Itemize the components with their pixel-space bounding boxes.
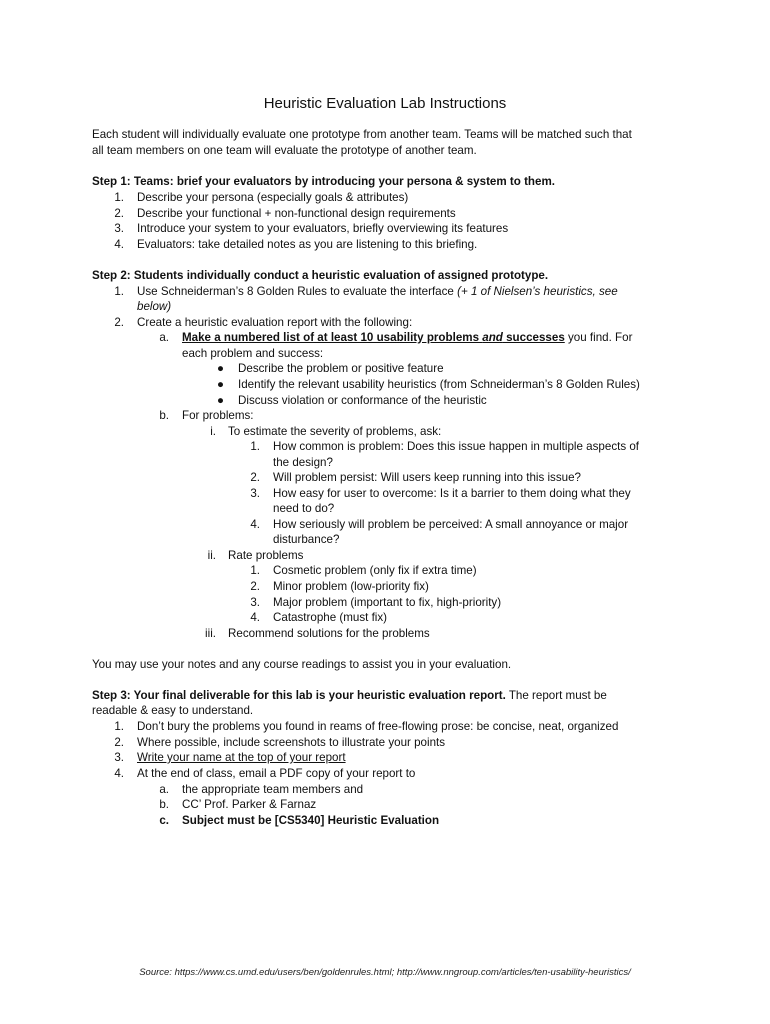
list-marker: 3. xyxy=(250,596,260,609)
question-text: How easy for user to overcome: Is it a barrier to them doing what they xyxy=(273,487,631,500)
question-text: Will problem persist: Will users keep running into this issue? xyxy=(273,471,581,484)
notes-paragraph: You may use your notes and any course readings to assist you in your evaluation. xyxy=(92,658,512,671)
list-marker: b. xyxy=(159,409,169,422)
list-marker: 4. xyxy=(114,238,124,251)
list-marker: i. xyxy=(210,425,216,438)
list-item-text: Use Schneiderman’s 8 Golden Rules to evaluate the interface xyxy=(137,285,458,298)
list-item-text: Don’t bury the problems you found in reams of free-flowing prose: be concise, neat, organized xyxy=(137,720,619,733)
step3-heading-cont: readable & easy to understand. xyxy=(92,704,254,717)
list-item-text: Describe your functional + non-functional design requirements xyxy=(137,207,456,220)
list-item-text: Create a heuristic evaluation report with the following: xyxy=(137,316,413,329)
page-title: Heuristic Evaluation Lab Instructions xyxy=(263,95,507,112)
question-text: How common is problem: Does this issue happen in multiple aspects of xyxy=(273,440,640,453)
list-marker: a. xyxy=(159,331,169,344)
step3-heading: Step 3: Your final deliverable for this lab is your heuristic evaluation report. xyxy=(92,689,506,702)
list-marker: b. xyxy=(159,798,169,811)
list-marker: 3. xyxy=(114,222,124,235)
roman-item-text: Rate problems xyxy=(228,549,304,562)
list-marker: 2. xyxy=(114,207,124,220)
list-item-text: Evaluators: take detailed notes as you are listening to this briefing. xyxy=(137,238,478,251)
list-marker: 2. xyxy=(250,471,260,484)
step3-heading-line xyxy=(92,688,692,704)
rating-text: Major problem (important to fix, high-priority) xyxy=(273,596,502,609)
list-marker: 3. xyxy=(250,487,260,500)
list-marker: iii. xyxy=(205,627,216,640)
question-text-cont: disturbance? xyxy=(273,533,340,546)
step3-heading-after: The report must be xyxy=(505,689,607,702)
bullet-icon: ● xyxy=(216,394,224,407)
list-item-text: At the end of class, email a PDF copy of your report to xyxy=(137,767,416,780)
list-marker: 2. xyxy=(114,736,124,749)
list-marker: ii. xyxy=(207,549,216,562)
list-marker: 3. xyxy=(114,751,124,764)
roman-item-text: To estimate the severity of problems, ask: xyxy=(228,425,442,438)
step1-heading: Step 1: Teams: brief your evaluators by introducing your persona & system to them. xyxy=(92,175,555,188)
list-item-text: Describe your persona (especially goals & attributes) xyxy=(137,191,409,204)
list-marker: 1. xyxy=(114,285,124,298)
list-marker: 1. xyxy=(250,440,260,453)
question-text: How seriously will problem be perceived: A small annoyance or major xyxy=(273,518,629,531)
list-item-text: Where possible, include screenshots to illustrate your points xyxy=(137,736,446,749)
subitem-text: For problems: xyxy=(182,409,254,422)
list-marker: c. xyxy=(159,814,169,827)
rating-text: Minor problem (low-priority fix) xyxy=(273,580,429,593)
list-marker: 4. xyxy=(250,611,260,624)
list-marker: 2. xyxy=(114,316,124,329)
bullet-icon: ● xyxy=(216,378,224,391)
emphasis-text-2: successes xyxy=(502,331,565,344)
bullet-text: Describe the problem or positive feature xyxy=(238,362,444,375)
bullet-icon: ● xyxy=(216,362,224,375)
intro-line-2: all team members on one team will evaluate the prototype of another team. xyxy=(92,144,477,157)
list-marker: 1. xyxy=(250,564,260,577)
emphasis-text: Make a numbered list of at least 10 usability problems xyxy=(182,331,483,344)
list-marker: 1. xyxy=(114,191,124,204)
step2-heading: Step 2: Students individually conduct a heuristic evaluation of assigned prototype. xyxy=(92,269,549,282)
list-marker: a. xyxy=(159,783,169,796)
source-footer: Source: https://www.cs.umd.edu/users/ben/goldenrules.html; http://www.nngroup.com/articles/ten-usability-heuristics/ xyxy=(139,967,631,978)
rating-text: Catastrophe (must fix) xyxy=(273,611,388,624)
emphasis-and: and xyxy=(482,331,503,344)
list-marker: 1. xyxy=(114,720,124,733)
list-marker: 4. xyxy=(250,518,260,531)
bullet-text: Discuss violation or conformance of the heuristic xyxy=(238,394,487,407)
list-item-note-cont: below) xyxy=(137,300,172,313)
question-text-cont: need to do? xyxy=(273,502,335,515)
list-item-text: Write your name at the top of your report xyxy=(137,751,346,764)
subitem-text: Subject must be [CS5340] Heuristic Evaluation xyxy=(182,814,440,827)
subitem-text: the appropriate team members and xyxy=(182,783,364,796)
list-item-note: (+ 1 of Nielsen’s heuristics, see xyxy=(457,285,618,298)
subitem-text: you find. For xyxy=(564,331,633,344)
list-marker: 2. xyxy=(250,580,260,593)
list-marker: 4. xyxy=(114,767,124,780)
roman-item-text: Recommend solutions for the problems xyxy=(228,627,430,640)
subitem-a-cont: each problem and success: xyxy=(182,347,324,360)
question-text-cont: the design? xyxy=(273,456,333,469)
subitem-text: CC’ Prof. Parker & Farnaz xyxy=(182,798,317,811)
rating-text: Cosmetic problem (only fix if extra time) xyxy=(273,564,477,577)
bullet-text: Identify the relevant usability heuristics (from Schneiderman’s 8 Golden Rules) xyxy=(238,378,640,391)
intro-line-1: Each student will individually evaluate one prototype from another team. Teams will be matched such that xyxy=(92,128,632,141)
list-item-text: Introduce your system to your evaluators, briefly overviewing its features xyxy=(137,222,509,235)
